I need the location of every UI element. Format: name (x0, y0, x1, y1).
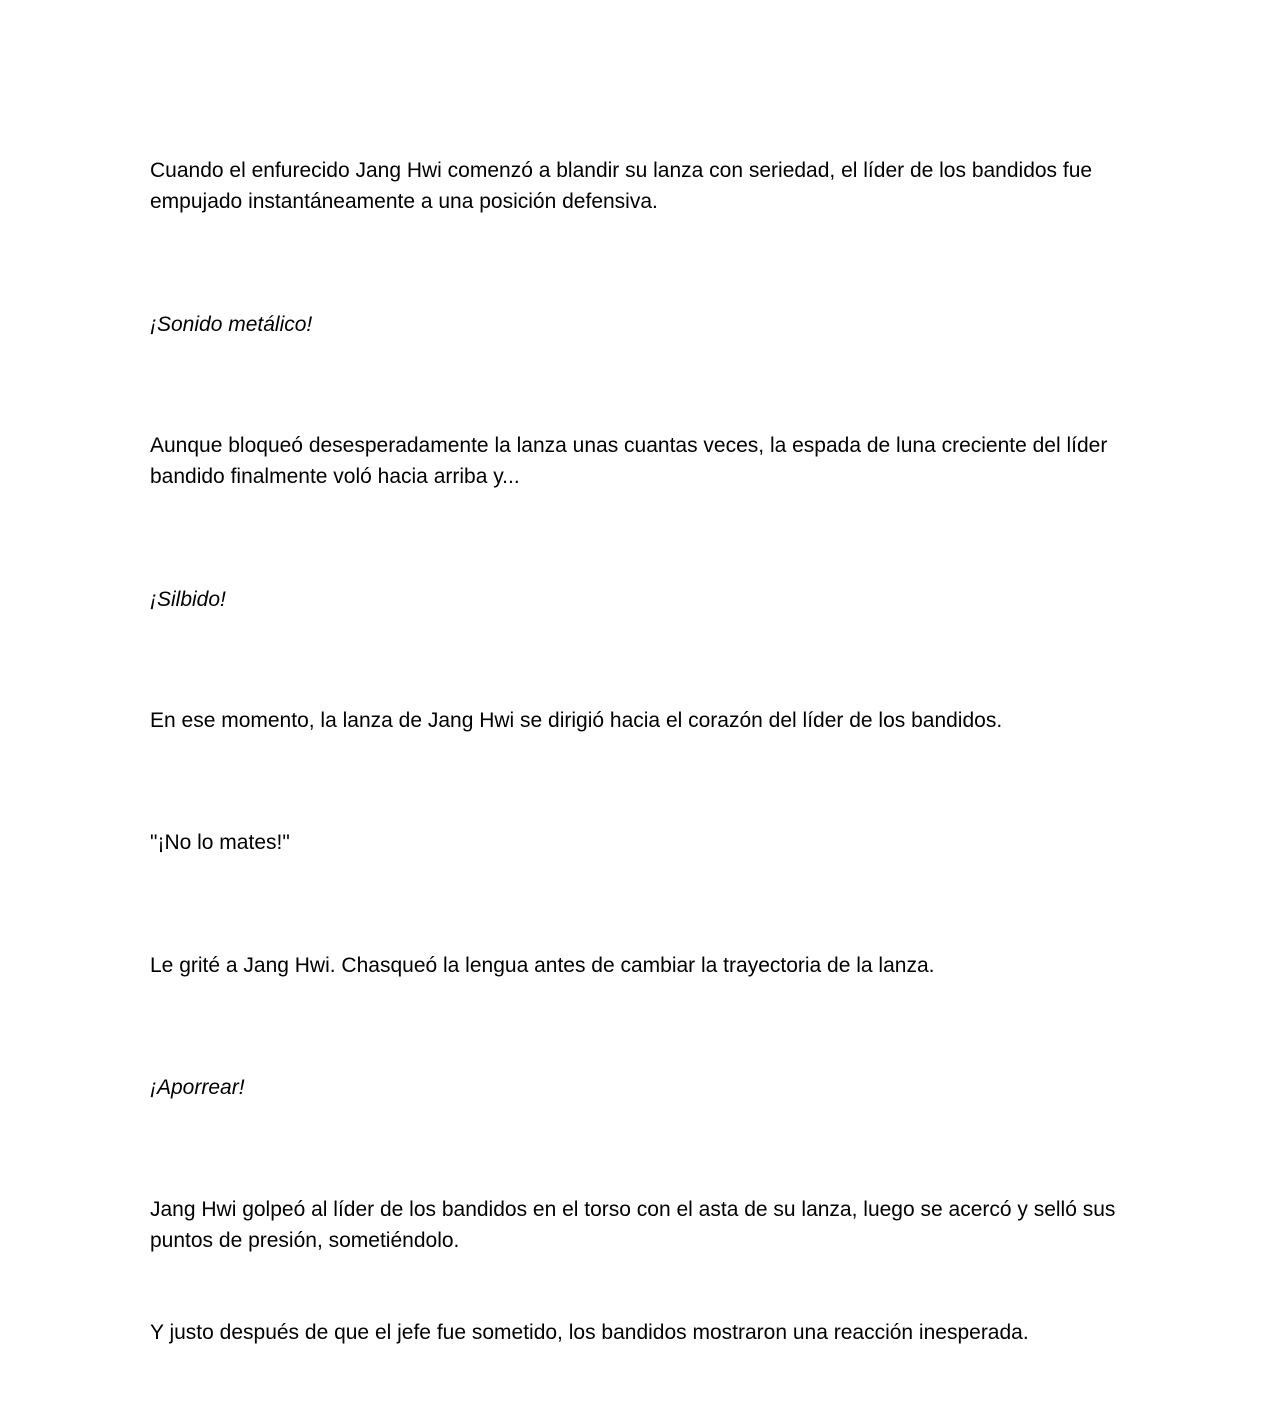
paragraph-narration: Jang Hwi golpeó al líder de los bandidos en el torso con el asta de su lanza, luego se acercó y selló sus puntos de presión, sometiéndolo. (150, 1198, 1116, 1252)
paragraph-narration: Y justo después de que el jefe fue sometido, los bandidos mostraron una reacción inesperada. (150, 1321, 1029, 1344)
paragraph-sound-effect: ¡Aporrear! (150, 1076, 245, 1099)
paragraph-narration: Aunque bloqueó desesperadamente la lanza unas cuantas veces, la espada de luna creciente del líder bandido finalmente voló hacia arriba y... (150, 434, 1108, 488)
paragraph-sound-effect: ¡Sonido metálico! (150, 313, 313, 336)
paragraph-dialogue: "¡No lo mates!" (150, 831, 290, 854)
paragraph-narration: En ese momento, la lanza de Jang Hwi se dirigió hacia el corazón del líder de los bandidos. (150, 709, 1003, 732)
paragraph-narration: Cuando el enfurecido Jang Hwi comenzó a blandir su lanza con seriedad, el líder de los bandidos fue empujado instantáneamente a una posición defensiva. (150, 159, 1093, 213)
paragraph-narration: Le grité a Jang Hwi. Chasqueó la lengua antes de cambiar la trayectoria de la lanza. (150, 954, 935, 977)
paragraph-sound-effect: ¡Silbido! (150, 588, 226, 611)
